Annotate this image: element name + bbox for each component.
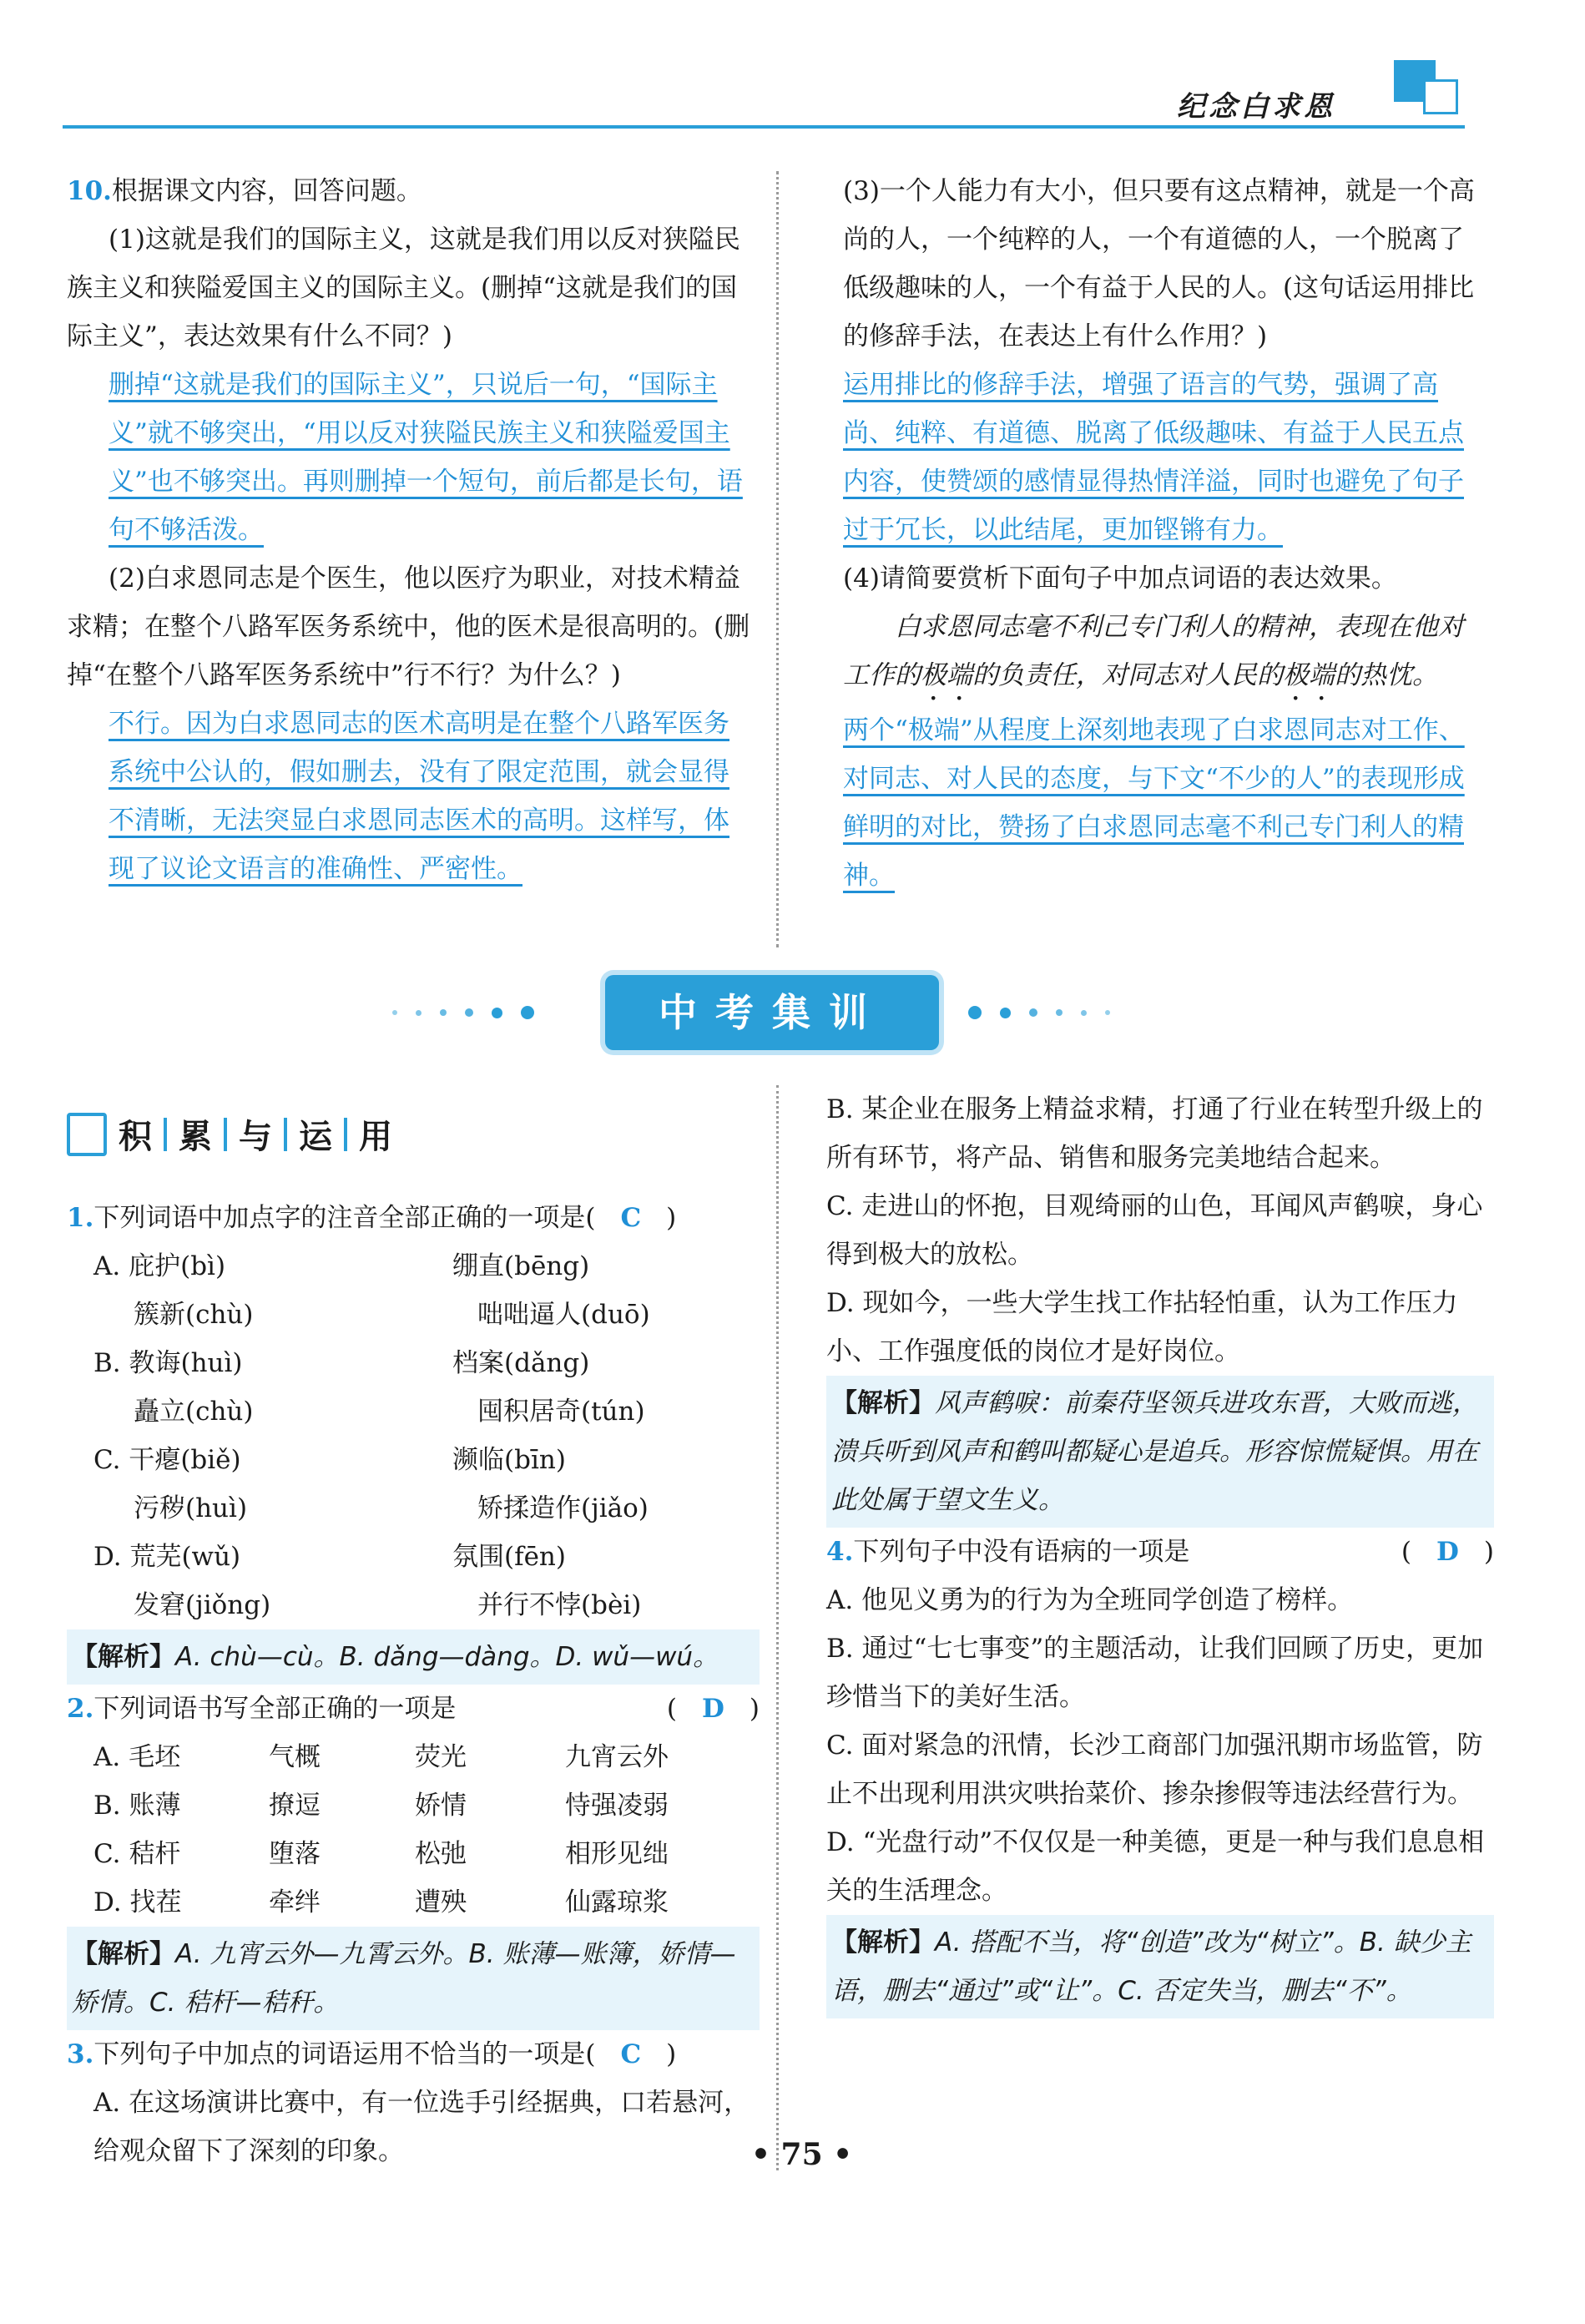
q1-option-row: 矗立(chù) 囤积居奇(tún) [134,1397,645,1427]
header-title: 纪念白求恩 [1177,90,1335,124]
q2-option-row: B. 账薄 撩逗 娇情 恃强凌弱 [93,1791,669,1821]
q2-option-row: A. 毛坯 气概 荧光 九宵云外 [93,1742,669,1772]
q1-option-row: 簇新(chù) 咄咄逼人(duō) [134,1300,650,1330]
q1-option-row: 污秽(huì) 矫揉造作(jiǎo) [134,1493,649,1523]
q1-option-row: 发窘(jiǒng) 并行不悖(bèi) [134,1590,642,1620]
column-divider-top [776,171,779,947]
q10-stem: 10.根据课文内容，回答问题。 [67,176,422,206]
q10-right-column [843,167,1486,900]
q3-option-c: C. 走进山的怀抱，目观绮丽的山色，耳闻风声鹤唳，身心得到极大的放松。 [826,1191,1483,1270]
q1-analysis: 【解析】A. chù—cù。B. dǎng—dàng。D. wǔ—wú。 [67,1629,760,1685]
page-number: • 75 • [751,2137,853,2172]
q10-left-column [67,167,751,893]
q1-stem: 1. 下列词语中加点字的注音全部正确的一项是( C ) [67,1194,760,1242]
q4-answer: D [1436,1537,1459,1567]
q4-option-c: C. 面对紧急的汛情，长沙工商部门加强汛期市场监管，防止不出现利用洪灾哄抬菜价、掺杂掺假等违法经营行为。 [826,1730,1483,1809]
q2-analysis: 【解析】A. 九宵云外—九霄云外。B. 账薄—账簿，娇情—矫情。C. 秸杆—秸秆。 [67,1927,760,2030]
lower-left-column [67,1194,760,2175]
q3-option-d: D. 现如今，一些大学生找工作拈轻怕重，认为工作压力小、工作强度低的岗位才是好岗位。 [826,1288,1458,1367]
q10-part3-answer: 运用排比的修辞手法，增强了语言的气势，强调了高尚、纯粹、有道德、脱离了低级趣味、有益于人民五点内容，使赞颂的感情显得热情洋溢，同时也避免了句子过于冗长，以此结尾，更加铿锵有力。 [843,370,1464,545]
q1-option-row: D. 荒芜(wǔ) 氛围(fēn) [93,1542,566,1572]
q2-option-row: C. 秸杆 堕落 松弛 相形见绌 [93,1839,669,1869]
banner-dots-right [968,1006,1110,1019]
q10-part4-answer: 两个“极端”从程度上深刻地表现了白求恩同志对工作、对同志、对人民的态度，与下文“不少的人”的表现形成鲜明的对比，赞扬了白求恩同志毫不利己专门利人的精神。 [843,715,1465,891]
banner-dots-left [392,1006,534,1019]
notebook-icon [67,1113,107,1156]
q1-option-row: C. 干瘪(biě) 濒临(bīn) [93,1445,566,1475]
lower-right-column [826,1085,1494,2018]
section-title: 积 累 与 运 用 [67,1110,392,1158]
q2-option-row: D. 找茬 牵绊 遭殃 仙露琼浆 [93,1887,669,1917]
q10-part4-quote: 白求恩同志毫不利己专门利人的精神，表现在他对工作的极端的负责任，对同志对人民的极端的热忱。 [843,612,1464,690]
column-divider-bottom [776,1085,779,2170]
q10-part4-question: (4)请简要赏析下面句子中加点词语的表达效果。 [843,563,1397,594]
header-rule [63,125,1465,129]
q10-part1-answer: 删掉“这就是我们的国际主义”，只说后一句，“国际主义”就不够突出，“用以反对狭隘民族主义和狭隘爱国主义”也不够突出。再则删掉一个短句，前后都是长句，语句不够活泼。 [109,370,743,545]
q10-part1-question: (1)这就是我们的国际主义，这就是我们用以反对狭隘民族主义和狭隘爱国主义的国际主义。(删掉“这就是我们的国际主义”，表达效果有什么不同？) [67,225,740,351]
q2-stem: 2. 下列词语书写全部正确的一项是 ( D ) [67,1685,760,1733]
q3-stem: 3. 下列句子中加点的词语运用不恰当的一项是( C ) [67,2030,760,2079]
q10-part2-question: (2)白求恩同志是个医生，他以医疗为职业，对技术精益求精；在整个八路军医务系统中，他的医术是很高明的。(删掉“在整个八路军医务系统中”行不行？为什么？) [67,563,750,690]
q1-options [67,1242,760,1629]
q10-part3-question: (3)一个人能力有大小，但只要有这点精神，就是一个高尚的人，一个纯粹的人，一个有道德的人，一个脱离了低级趣味的人，一个有益于人民的人。(这句话运用排比的修辞手法，在表达上有什么作用？) [843,176,1475,351]
q3-analysis: 【解析】风声鹤唳：前秦苻坚领兵进攻东晋，大败而逃，溃兵听到风声和鹤叫都疑心是追兵。形容惊慌疑惧。用在此处属于望文生义。 [826,1376,1494,1528]
header-decor-square-outline [1423,79,1458,114]
q2-answer: D [702,1694,724,1724]
q1-option-row: B. 教诲(huì) 档案(dǎng) [93,1348,590,1378]
section-banner: 中考集训 [605,975,939,1050]
q3-option-b: B. 某企业在服务上精益求精，打通了行业在转型升级上的所有环节，将产品、销售和服务完美地结合起来。 [826,1094,1483,1173]
q4-option-b: B. 通过“七七事变”的主题活动，让我们回顾了历史，更加珍惜当下的美好生活。 [826,1634,1484,1712]
q4-analysis: 【解析】A. 搭配不当，将“创造”改为“树立”。B. 缺少主语，删去“通过”或“让”。C. 否定失当，删去“不”。 [826,1915,1494,2018]
q2-options [67,1733,760,1927]
q4-stem: 4. 下列句子中没有语病的一项是 ( D ) [826,1528,1494,1576]
q1-answer: C [620,1203,642,1233]
q4-option-a: A. 他见义勇为的行为为全班同学创造了榜样。 [826,1585,1354,1615]
q4-option-d: D. “光盘行动”不仅仅是一种美德，更是一种与我们息息相关的生活理念。 [826,1827,1485,1906]
q3-answer: C [620,2039,642,2069]
q1-option-row: A. 庇护(bì) 绷直(bēng) [93,1251,590,1281]
q10-part2-answer: 不行。因为白求恩同志的医术高明是在整个八路军医务系统中公认的，假如删去，没有了限定范围，就会显得不清晰，无法突显白求恩同志医术的高明。这样写，体现了议论文语言的准确性、严密性。 [109,709,729,884]
q3-option-a: A. 在这场演讲比赛中，有一位选手引经据典，口若悬河，给观众留下了深刻的印象。 [93,2088,750,2166]
